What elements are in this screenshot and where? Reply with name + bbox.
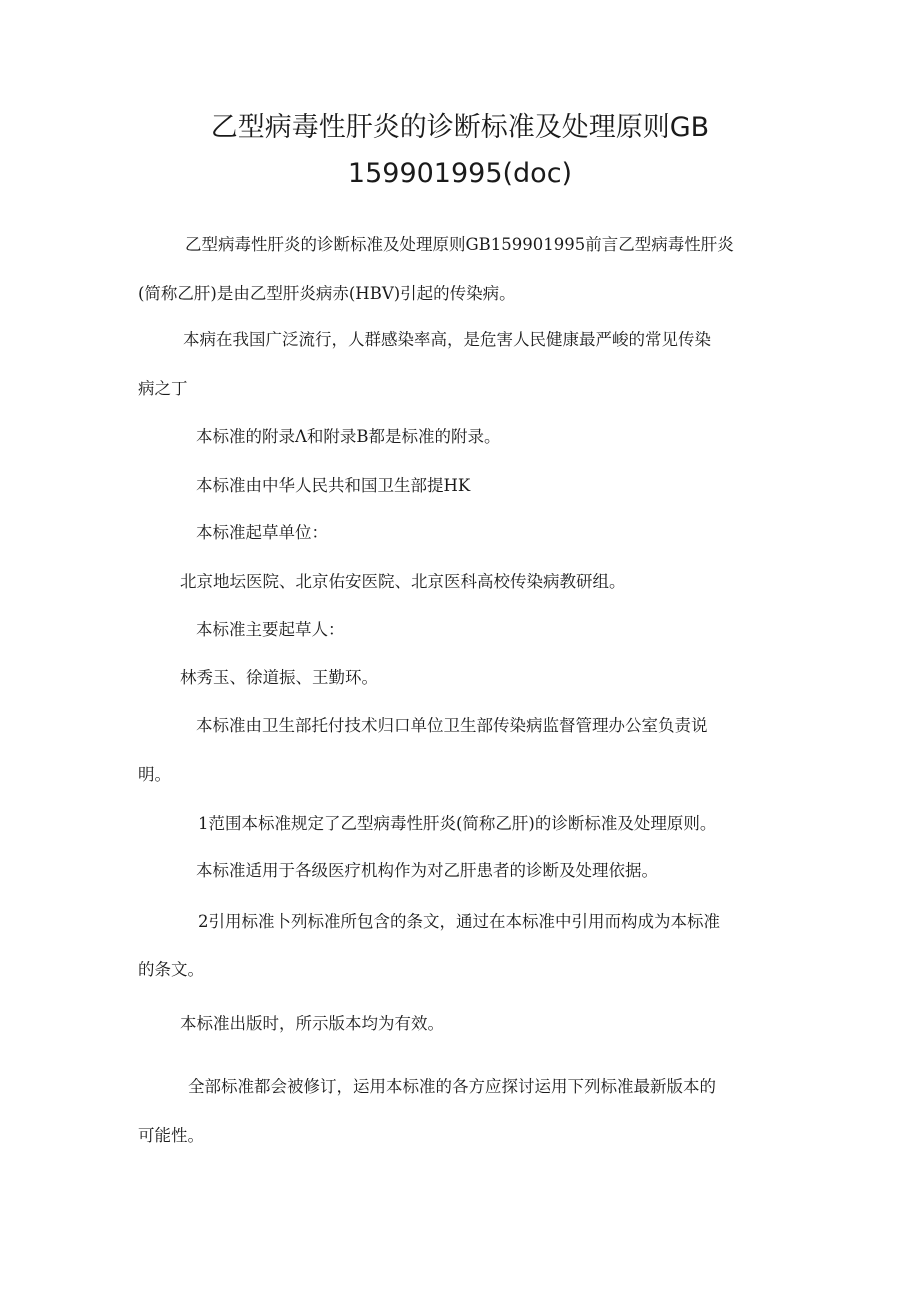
paragraph-line: 本标准主要起草人：	[196, 620, 345, 639]
paragraph-line: 本标准由中华人民共和国卫生部提HK	[196, 476, 471, 495]
paragraph-line: 病之丁	[138, 379, 188, 398]
paragraph-line: 2引用标准卜列标准所包含的条文，通过在本标准中引用而构成为本标准	[198, 912, 720, 931]
paragraph-line: 本标准起草单位：	[196, 523, 328, 542]
paragraph-line: 本标准的附录Λ和附录B都是标准的附录。	[196, 427, 501, 446]
paragraph-line: 的条文。	[138, 960, 204, 979]
paragraph-line: 林秀玉、徐道振、王勤环。	[180, 668, 378, 687]
paragraph-line: 北京地坛医院、北京佑安医院、北京医科高校传染病教研组。	[180, 572, 626, 591]
paragraph-line: (简称乙肝)是由乙型肝炎病赤(HBV)引起的传染病。	[138, 284, 516, 303]
document-title-line-1: 乙型病毒性肝炎的诊断标准及处理原则GB	[210, 112, 710, 143]
paragraph-line: 本病在我国广泛流行，人群感染率高，是危害人民健康最严峻的常见传染	[183, 330, 711, 349]
paragraph-line: 可能性。	[138, 1126, 204, 1145]
paragraph-line: 明。	[138, 765, 171, 784]
paragraph-line: 1范围本标准规定了乙型病毒性肝炎(简称乙肝)的诊断标准及处理原则。	[198, 814, 717, 833]
paragraph-line: 全部标准都会被修订，运用本标准的各方应探讨运用下列标准最新版本的	[188, 1077, 716, 1096]
document-title-line-2: 159901995(doc)	[347, 158, 573, 189]
paragraph-line: 本标准由卫生部托付技术归口单位卫生部传染病监督管理办公室负责说	[196, 716, 708, 735]
paragraph-line: 本标准出版时，所示版本均为有效。	[180, 1014, 444, 1033]
paragraph-line: 本标准适用于各级医疗机构作为对乙肝患者的诊断及处理依据。	[196, 861, 658, 880]
paragraph-line: 乙型病毒性肝炎的诊断标准及处理原则GB159901995前言乙型病毒性肝炎	[185, 235, 734, 254]
